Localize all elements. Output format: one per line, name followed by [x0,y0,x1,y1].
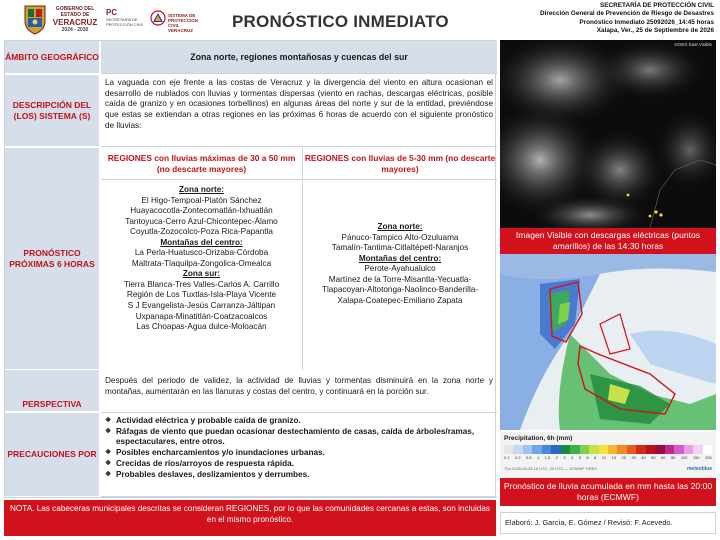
zone-title: Montañas del centro: [160,237,243,247]
legend-swatch [532,445,541,454]
veracruz-shield-logo [22,3,48,35]
region-line: La Perla-Huatusco-Orizaba-Córdoba [134,248,269,258]
legend-tick: 15 [611,455,617,460]
precaution-item: ❖ Probables deslaves, deslizamientos y derrumbes. [105,470,493,481]
legend-swatch [570,445,579,454]
precipitation-legend [500,432,716,478]
precauciones-list [101,413,497,497]
legend-color-bar [504,445,712,454]
zone-title: Zona norte: [377,222,423,231]
region-header-moderate: REGIONES con lluvias de 5-30 mm (no descarte mayores) [303,148,497,180]
legend-tick: 50 [651,455,656,460]
satellite-image [500,40,716,228]
legend-swatch [655,445,664,454]
regions-heavy-list [101,181,303,370]
zone-title: Montañas del centro: [358,253,442,263]
legend-swatch [646,445,655,454]
veracruz-logo-text: GOBIERNO DEL ESTADO DE VERACRUZ 2024 - 2030 [52,6,98,33]
issuer-line: Pronóstico Inmediato 25092026_14:45 horas [579,18,714,26]
legend-tick: 2 [555,455,558,460]
legend-tick: 6 [586,455,589,460]
ambito-value: Zona norte, regiones montañosas y cuencas del sur [101,41,497,74]
region-line: Las Choapas-Agua dulce-Moloacán [136,322,267,332]
legend-swatch [580,445,589,454]
region-line: Maltrata-Tlaquilpa-Zongolica-Omealca [131,258,272,268]
legend-swatch [599,445,608,454]
precaution-item: ❖ Crecidas de ríos/arroyos de respuesta rápida. [105,459,493,470]
legend-tick: 100 [680,455,688,460]
issuer-line: SECRETARÍA DE PROTECCIÓN CIVIL [600,2,714,9]
legend-swatch [551,445,560,454]
pc-logo: PC SECRETARÍA DE PROTECCIÓN CIVIL [106,8,144,27]
precaution-item: ❖ Actividad eléctrica y probable caída de granizo. [105,416,493,427]
legend-tick: 150 [692,455,700,460]
perspectiva-label: PERSPECTIVA [5,370,99,412]
region-line: Perote-Ayahualulco [364,264,436,274]
region-line: Tlapacoyan-Altotonga-Naolinco-Banderilla- [321,285,479,295]
legend-swatch [504,445,513,454]
region-line: Tantoyuca-Cerro Azul-Chicontepec-Álamo [125,216,278,226]
region-line: Región de Los Tuxtlas-Isla-Playa Vicente [126,290,277,300]
region-line: S J Evangelista-Jesús Carranza-Jáltipan [127,301,276,311]
legend-swatch [523,445,532,454]
legend-swatch [542,445,551,454]
civil-protection-seal-icon [150,10,166,26]
precaution-item: ❖ Posibles encharcamientos y/o inundaciones urbanas. [105,448,493,459]
header [0,0,720,40]
legend-swatch [627,445,636,454]
meteoblue-logo: meteoblue [686,466,712,472]
forecast-table [4,40,496,498]
legend-tick: 0.1 [504,455,510,460]
legend-tick: 20 [621,455,626,460]
legend-swatch [608,445,617,454]
descripcion-value: La vaguada con eje frente a las costas de Veracruz y la divergencia del viento en altura ocasionan el desarrollo de nublados con lluvias y tormentas dispersas (viento en rachas, descargas eléctricas, posible caída de granizo y en ocasiones torbellinos) en algunas áreas del norte y sur de la entidad, previéndose que estas se extiendan a otras regiones en las próximas 6 horas de acuerdo con el siguiente pronóstico de lluvias: [101,75,497,147]
nota-banner: NOTA. Las cabeceras municipales descritas se consideran REGIONES, por lo que las comunidades cercanas a estas, son incluidas en el mismo pronóstico. [4,500,496,536]
issuer-line: Xalapa, Ver., 25 de Septiembre de 2026 [596,26,714,34]
pronostico-label: PRONÓSTICO PRÓXIMAS 6 HORAS [5,148,99,370]
legend-title: Precipitation, 6h (mm) [504,435,573,442]
legend-swatch [693,445,702,454]
satellite-caption: Imagen Visible con descargas eléctricas (puntos amarillos) de las 14:30 horas [500,228,716,254]
legend-tick: 5 [578,455,581,460]
legend-swatch [703,445,712,454]
legend-tick: 4 [571,455,574,460]
perspectiva-value: Después del periodo de validez, la actividad de lluvias y tormentas disminuirá en la zona norte y montañas, aumentarán en las llanuras y costas del centro, y continuará en la porción sur. [101,373,497,413]
legend-tick: 8 [594,455,597,460]
legend-tick: 3 [563,455,566,460]
region-line: Huayacocotla-Zontecomatlán-Ixhuatlán [130,206,273,216]
elaboro-credits: Elaboró: J. García, E. Gómez / Revisó: F. Acevedo. [500,512,716,534]
region-line: Tierra Blanca-Tres Valles-Carlos A. Carrillo [123,279,280,289]
page-title: PRONÓSTICO INMEDIATO [232,12,449,31]
legend-tick: 40 [641,455,646,460]
precauciones-label: PRECAUCIONES POR [5,413,99,497]
legend-swatch [636,445,645,454]
region-line: El Higo-Tempoal-Platón Sánchez [141,195,262,205]
region-line: Martínez de la Torre-Misantla-Yecuatla- [328,274,472,284]
legend-swatch [617,445,626,454]
legend-ticks [504,455,712,460]
rain-caption: Pronóstico de lluvia acumulada en mm hasta las 20:00 horas (ECMWF) [500,478,716,506]
region-line: Tamalín-Tantima-Citlaltépetl-Naranjos [331,243,469,253]
legend-swatch [513,445,522,454]
legend-tick: 60 [661,455,666,460]
legend-footnote: Thu 2026-09-25 18 UTC, 00 UTC — ECMWF HRES [504,466,597,471]
regions-moderate-list [303,181,497,370]
legend-swatch [589,445,598,454]
legend-tick: 1 [537,455,540,460]
legend-swatch [674,445,683,454]
legend-tick: 80 [670,455,676,460]
region-line: Pánuco-Tampico Alto-Ozuluama [341,232,459,242]
satellite-tag: GOES East Visible [674,42,712,47]
zone-title: Zona sur: [182,269,221,279]
legend-tick: 0.2 [515,455,521,460]
region-line: Xalapa-Coatepec-Emiliano Zapata [337,295,463,305]
issuer-info [474,2,714,35]
region-header-heavy: REGIONES con lluvias máximas de 30 a 50 mm (no descarte mayores) [101,148,303,180]
rain-forecast-map [500,254,716,430]
descripcion-label: DESCRIPCIÓN DEL (LOS) SISTEMA (S) [5,75,99,147]
seal-logo-text: SISTEMA DE PROTECCIÓN CIVIL VERACRUZ [168,13,199,33]
region-line: Coyutla-Zozocolco-Poza Rica-Papantla [130,227,273,237]
issuer-line: Dirección General de Prevención de Riesgo de Desastres [539,10,714,18]
precaution-item: ❖ Ráfagas de viento que puedan ocasionar destechamiento de casas, caída de árboles/ramas, espectaculares, entre otros. [105,427,493,448]
legend-tick: 0.5 [526,455,532,460]
legend-swatch [561,445,570,454]
legend-tick: 10 [601,455,607,460]
legend-tick: 200 [705,455,712,460]
legend-swatch [665,445,674,454]
legend-tick: 30 [631,455,636,460]
zone-title: Zona norte: [178,185,225,194]
legend-tick: 1.5 [544,455,551,460]
legend-swatch [684,445,693,454]
region-line: Uxpanapa-Minatitlán-Coatzacoalcos [135,311,268,321]
ambito-label: ÁMBITO GEOGRÁFICO [5,41,99,74]
